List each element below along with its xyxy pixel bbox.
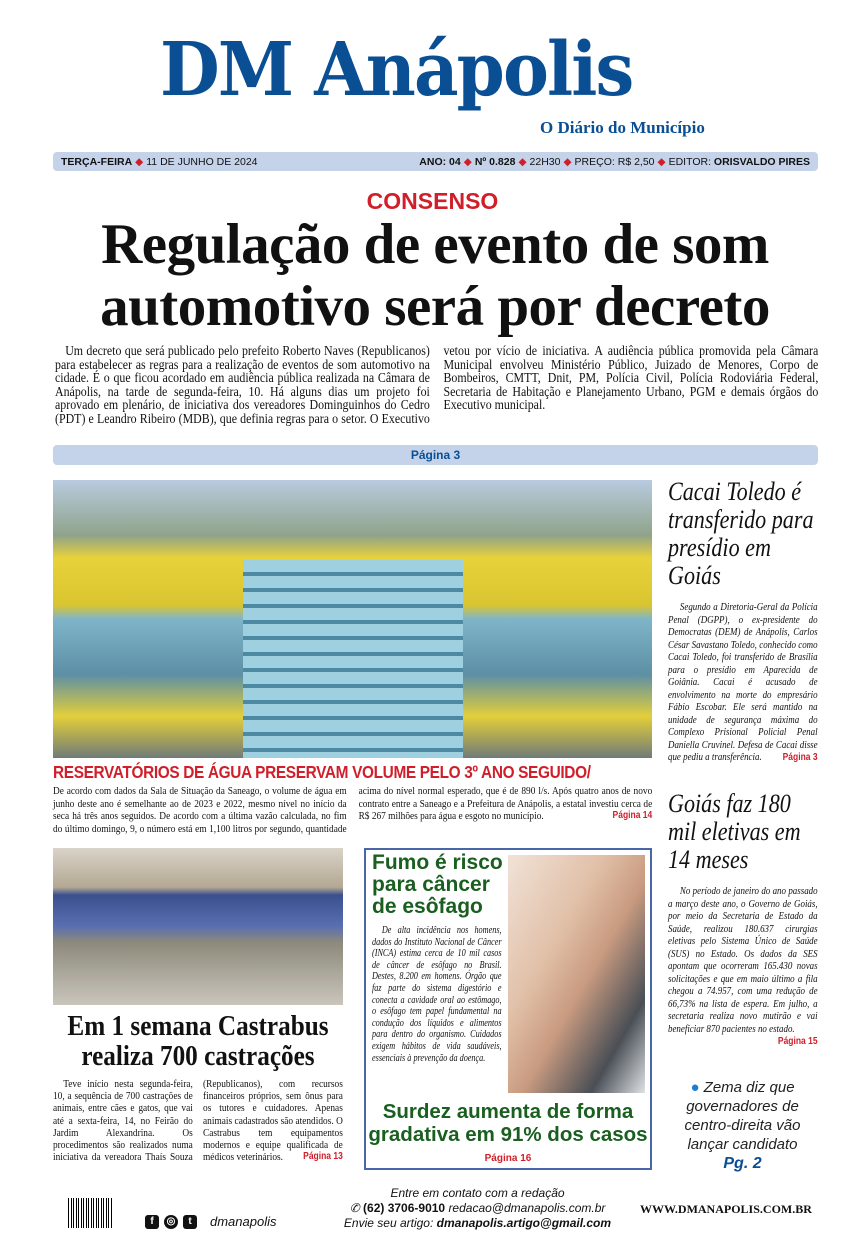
main-lead: Um decreto que será publicado pelo prefeito Roberto Naves (Republicanos) para estabelecer as regras para a realização de eventos de som automotivo na cidade. É o que ficou acordado em audiência pública realizada na Câmara de Anápolis, na tarde de segunda-feira, 10. Há alguns dias um projeto foi aprovado em plenário, de iniciativa dos vereadores Dominguinhos do Cedro (PDT) e Leandro Ribeiro (MDB), que definia regras para o setor. O Executivo vetou por vício de iniciativa. A audiência pública promovida pela Câmara Municipal envolveu Ministério Público, Juizado de Menores, Corpo de Bombeiros, CMTT, Dnit, PM, Polícia Civil, Polícia Rodoviária Federal, Secretaria de Habitação e Planejamento Urbano, PGM e demais órgãos do Executivo municipal. xyxy=(55,344,819,427)
main-headline[interactable]: Regulação de evento de som automotivo será por decreto xyxy=(100,213,770,338)
fumo-text: De alta incidência nos homens, dados do Instituto Nacional de Câncer (INCA) estima cerca de 10 mil casos de câncer de esôfago no Brasil. Destes, 8.200 em homens. Órgão que faz parte do sistema digestório e conecta a cavidade oral ao estômago, o esôfago tem papel fundamental na condução dos líquidos e alimentos para dentro do organismo. Cuidados exigem hábitos de vida saudáveis, essenciais à prevenção da doença. xyxy=(372,925,502,1064)
cacai-page-ref[interactable]: Página 3 xyxy=(782,752,818,763)
edition-time: 22H30 xyxy=(529,155,561,168)
goias-story xyxy=(668,790,818,1049)
tagline: O Diário do Município xyxy=(540,118,705,137)
health-page-ref[interactable]: Página 16 xyxy=(484,1153,532,1164)
contact-label: Entre em contato com a redação xyxy=(390,1186,565,1200)
date: 11 DE JUNHO DE 2024 xyxy=(146,155,258,168)
cacai-text xyxy=(668,602,818,765)
reservoir-text xyxy=(53,785,652,835)
twitter-icon[interactable]: t xyxy=(183,1215,197,1229)
goias-text xyxy=(668,886,818,1047)
cacai-headline[interactable]: Cacai Toledo é transferido para presídio em Goiás xyxy=(668,477,814,590)
article-label: Envie seu artigo: xyxy=(343,1216,434,1230)
zema-page-ref[interactable]: Pg. 2 xyxy=(723,1155,762,1172)
castrabus-photo xyxy=(53,848,343,1005)
goias-body: No período de janeiro do ano passado a março deste ano, o Governo de Goiás, por meio da Secretaria de Estado da Saúde, realizou 180.637 cirurgias eletivas pelo Sistema Único de Saúde (SUS) no Estado. Os dados da SES apontam que ocorreram 165.430 novas solicitações e que em maio último a fila chegou a 74.957, com uma redução de 66,73% na lista de espera. Em julho, a secretaria realiza novo mutirão e vai beneficiar 870 pacientes no estado. xyxy=(668,886,818,1035)
date-bar xyxy=(53,152,818,171)
facebook-icon[interactable]: f xyxy=(145,1215,159,1229)
cacai-story xyxy=(668,478,818,765)
castrabus-headline[interactable]: Em 1 semana Castrabus realiza 700 castrações xyxy=(67,1011,329,1072)
goias-headline[interactable]: Goiás faz 180 mil eletivas em 14 meses xyxy=(668,789,801,874)
surdez-headline[interactable]: Surdez aumenta de forma gradativa em 91% dos casos xyxy=(368,1100,648,1146)
diamond-icon: ◆ xyxy=(563,155,572,168)
email[interactable]: redacao@dmanapolis.com.br xyxy=(448,1201,606,1215)
edition-number: Nº 0.828 xyxy=(474,155,516,168)
castrabus-page-ref[interactable]: Página 13 xyxy=(303,1151,343,1163)
main-page-ref[interactable]: Página 3 xyxy=(53,445,818,465)
instagram-icon[interactable]: ◎ xyxy=(164,1215,178,1229)
diamond-icon: ◆ xyxy=(135,155,144,168)
fumo-headline[interactable]: Fumo é risco para câncer de esôfago xyxy=(372,851,503,918)
editor-label: EDITOR: xyxy=(668,155,711,168)
price-label: PREÇO: xyxy=(574,155,615,168)
edition-year: ANO: 04 xyxy=(419,155,461,168)
goias-page-ref[interactable]: Página 15 xyxy=(777,1036,818,1047)
phone[interactable]: (62) 3706-9010 xyxy=(363,1201,446,1215)
diamond-icon: ◆ xyxy=(657,155,666,168)
article-email[interactable]: dmanapolis.artigo@gmail.com xyxy=(436,1216,612,1230)
reservoir-page-ref[interactable]: Página 14 xyxy=(612,810,653,822)
website-link[interactable]: WWW.DMANAPOLIS.COM.BR xyxy=(640,1202,812,1216)
castrabus-text xyxy=(53,1078,343,1163)
diamond-icon: ◆ xyxy=(518,155,527,168)
weekday: TERÇA-FEIRA xyxy=(61,155,133,168)
castrabus-body: Teve início nesta segunda-feira, 10, a sequência de 700 castrações de animais, entre cães e gatos, que vai até a sexta-feira, 14, no Feirão do Jardim Alexandrina. Os procedimentos são realizados numa iniciativa da vereadora Thaís Souza (Republicanos), com recursos financeiros próprios, sem ônus para os tutores e cuidadores. Apenas animais cadastrados são atendidos. O Castrabus tem equipamentos modernos e equipe qualificada de médicos veterinários. xyxy=(53,1078,343,1164)
barcode xyxy=(68,1198,113,1228)
zema-text: Zema diz que governadores de centro-direita vão lançar candidato xyxy=(684,1079,801,1153)
whatsapp-icon: ✆ xyxy=(349,1201,360,1215)
price: R$ 2,50 xyxy=(617,155,655,168)
zema-teaser[interactable] xyxy=(665,1078,820,1173)
bullet-icon: ● xyxy=(690,1079,700,1096)
social-handle[interactable]: dmanapolis xyxy=(210,1214,277,1229)
social-links xyxy=(145,1214,277,1229)
editor-name: ORISVALDO PIRES xyxy=(713,155,810,168)
reservoir-photo xyxy=(53,480,652,758)
reservoir-headline[interactable]: RESERVATÓRIOS DE ÁGUA PRESERVAM VOLUME PELO 3º ANO SEGUIDO/ xyxy=(53,762,591,782)
contact-info xyxy=(330,1186,625,1231)
diamond-icon: ◆ xyxy=(463,155,472,168)
newspaper-logo: DM Anápolis xyxy=(160,27,633,113)
neck-photo xyxy=(508,855,645,1093)
reservoir-body: De acordo com dados da Sala de Situação da Saneago, o volume de água em junho deste ano é semelhante ao de 2023 e 2022, mesmo nível no início da seca há três anos seguidos. De acordo com a última vazão calculada, no fim do último domingo, 9, o número está em 1,100 litros por segundo, quantidade acima do nível normal esperado, que é de 890 l/s. Após quatro anos de novo contrato entre a Saneago e a Prefeitura de Anápolis, a estatal investiu cerca de R$ 267 milhões para água e esgoto no município. xyxy=(53,785,653,835)
main-kicker: CONSENSO xyxy=(366,188,499,214)
cacai-body: Segundo a Diretoria-Geral da Polícia Penal (DGPP), o ex-presidente do Democratas (DEM) de Anápolis, Carlos César Savastano Toledo, conhecido como Cacai Toledo, foi transferido de Brasília para o presídio em Aparecida de Goiânia. Cacai é acusado de envolvimento na morte do empresário Fábio Escobar. Ele será mantido na unidade de segurança máxima do Complexo Prisional Policial Penal Daniella Cruvinel. Defesa de Cacai disse que pediu a transferência. xyxy=(668,602,818,763)
